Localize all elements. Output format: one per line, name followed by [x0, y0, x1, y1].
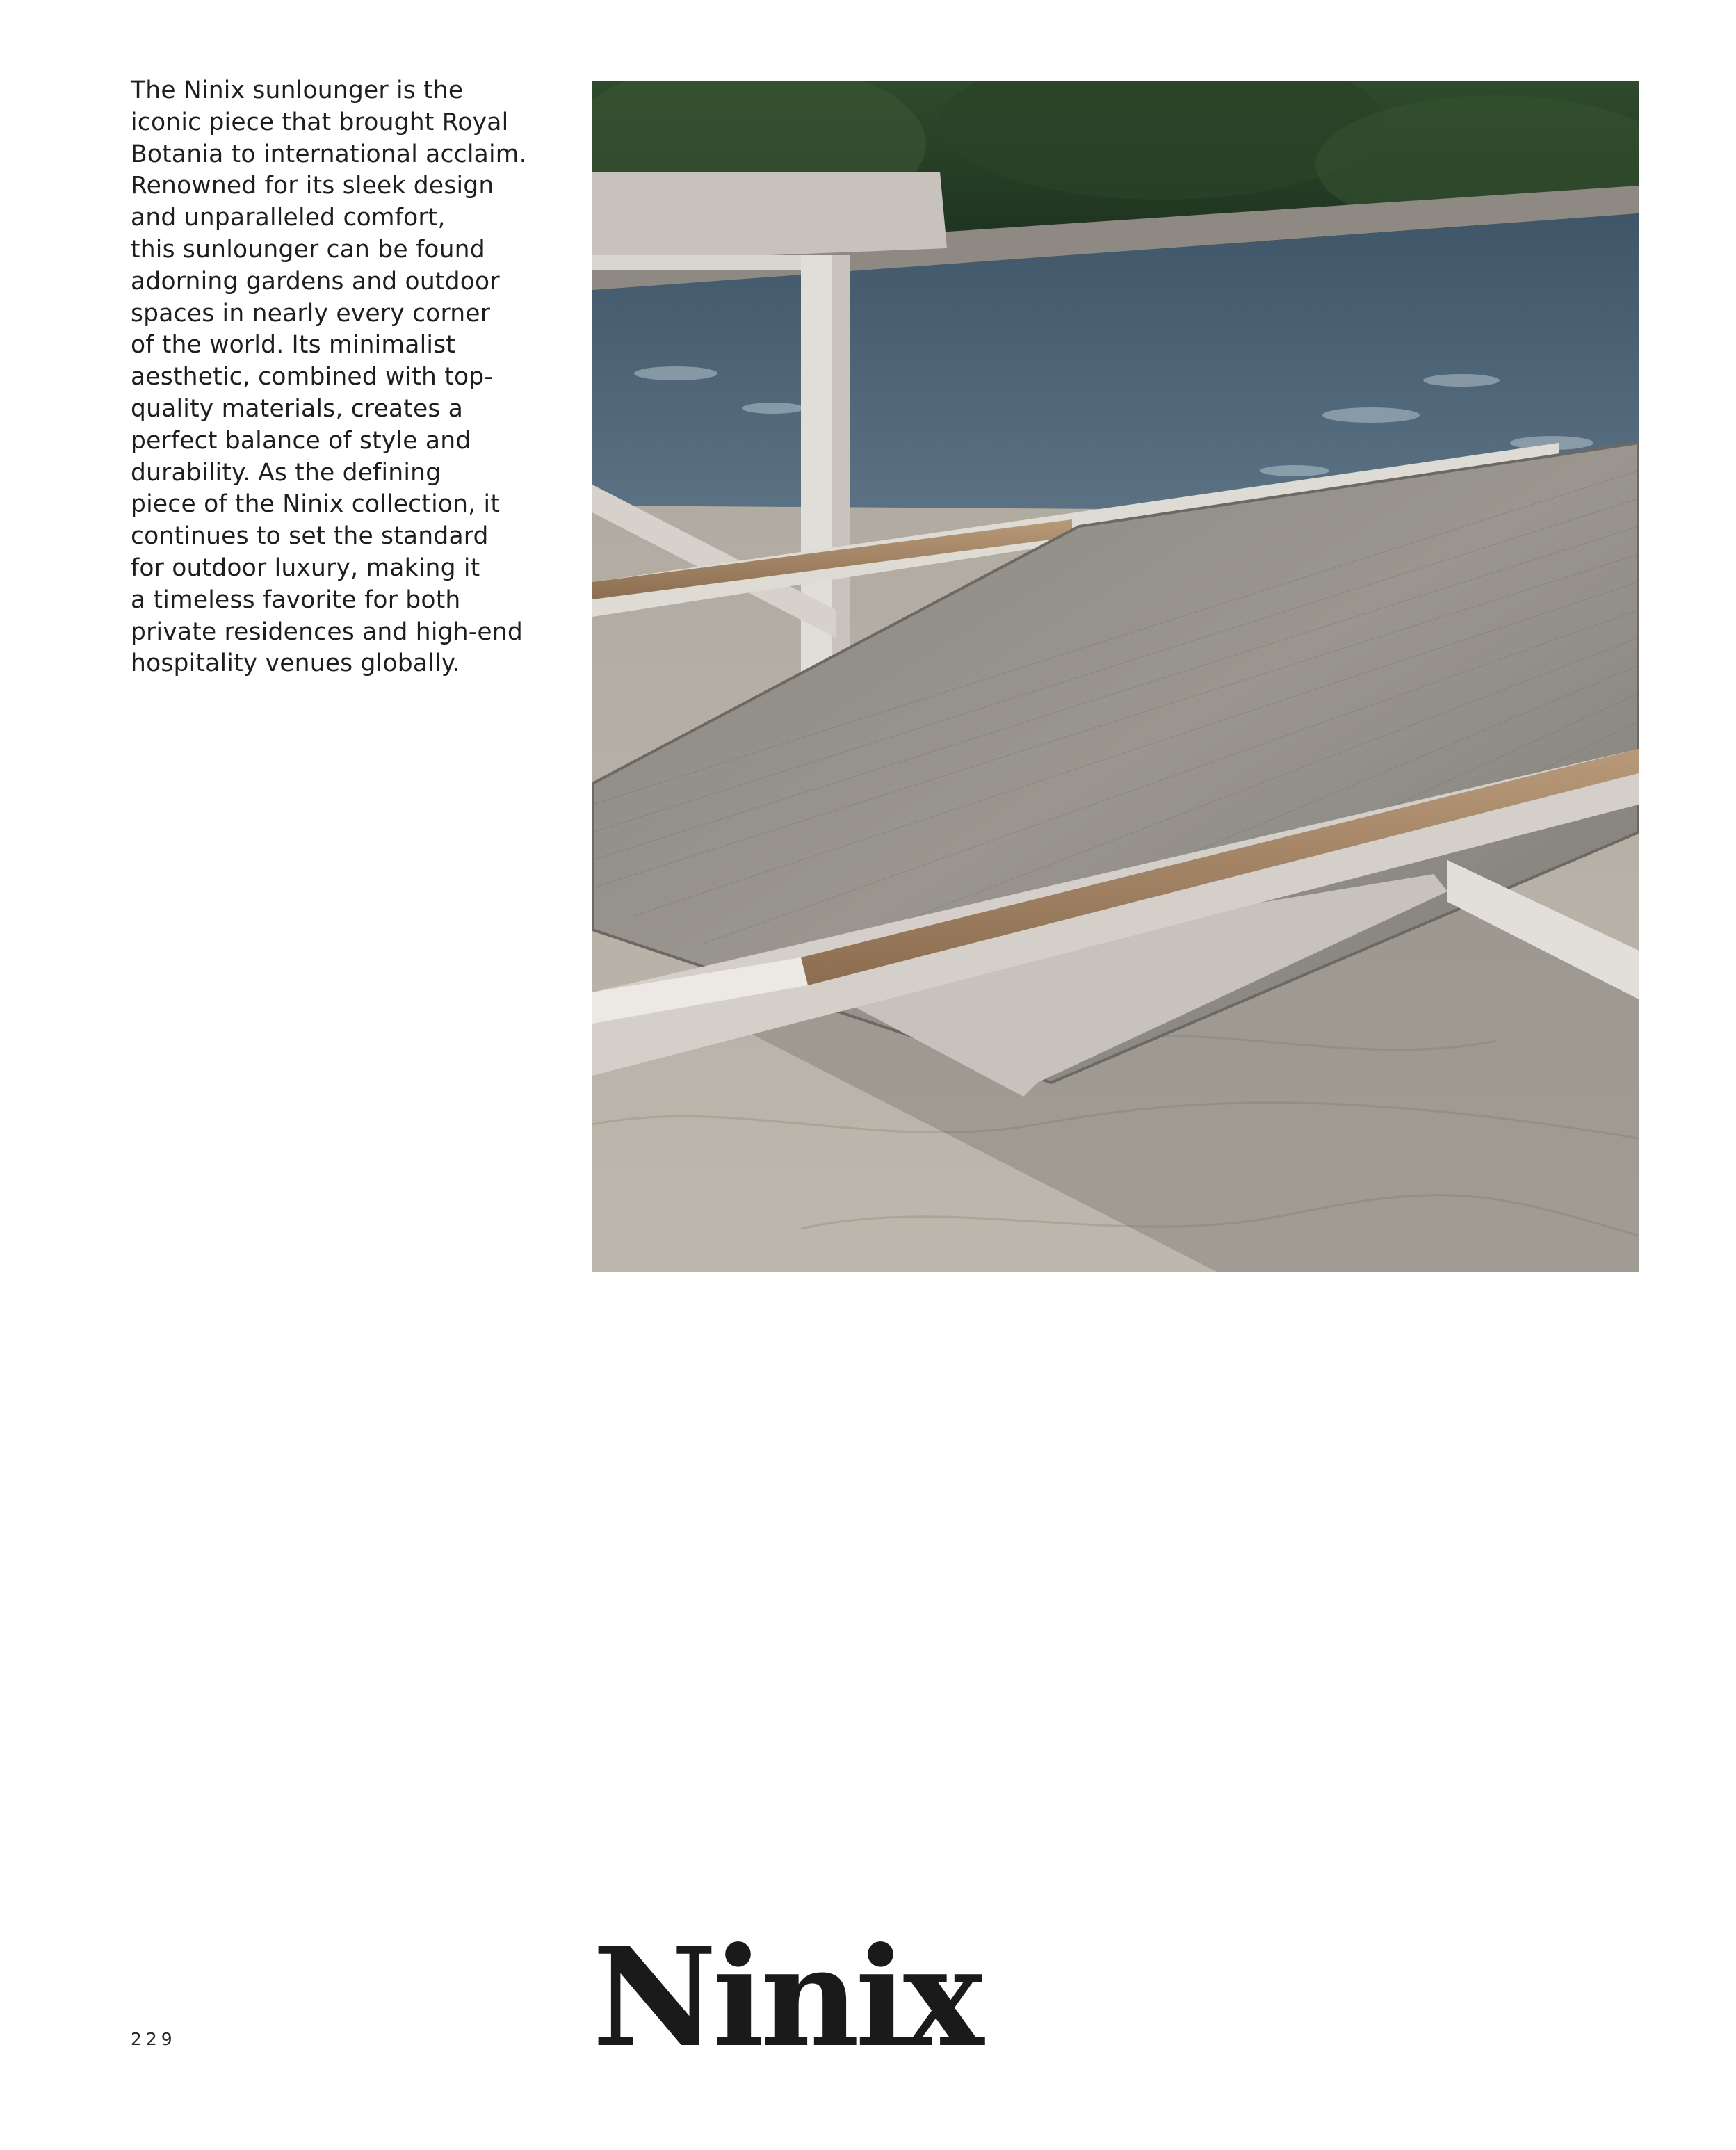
collection-wordmark: Ninix: [592, 1918, 980, 2078]
sunlounger-poolside-illustration: [592, 81, 1639, 1272]
page-number: 229: [131, 2029, 177, 2049]
intro-paragraph: The Ninix sunlounger is the iconic piece that brought Royal Botania to international acclaim. Renowned for its sleek design and unparalleled comfort, this sunlounger can be found adorning gardens and outdoor spaces in nearly every corner of the world. Its minimalist aesthetic, combined with top- quality materials, creates a perfect balance of style and durability. As the defining piece of the Ninix collection, it continues to set the standard for outdoor luxury, making it a timeless favorite for both private residences and high-end hospitality venues globally.: [131, 76, 527, 678]
product-photo: [592, 81, 1639, 1272]
